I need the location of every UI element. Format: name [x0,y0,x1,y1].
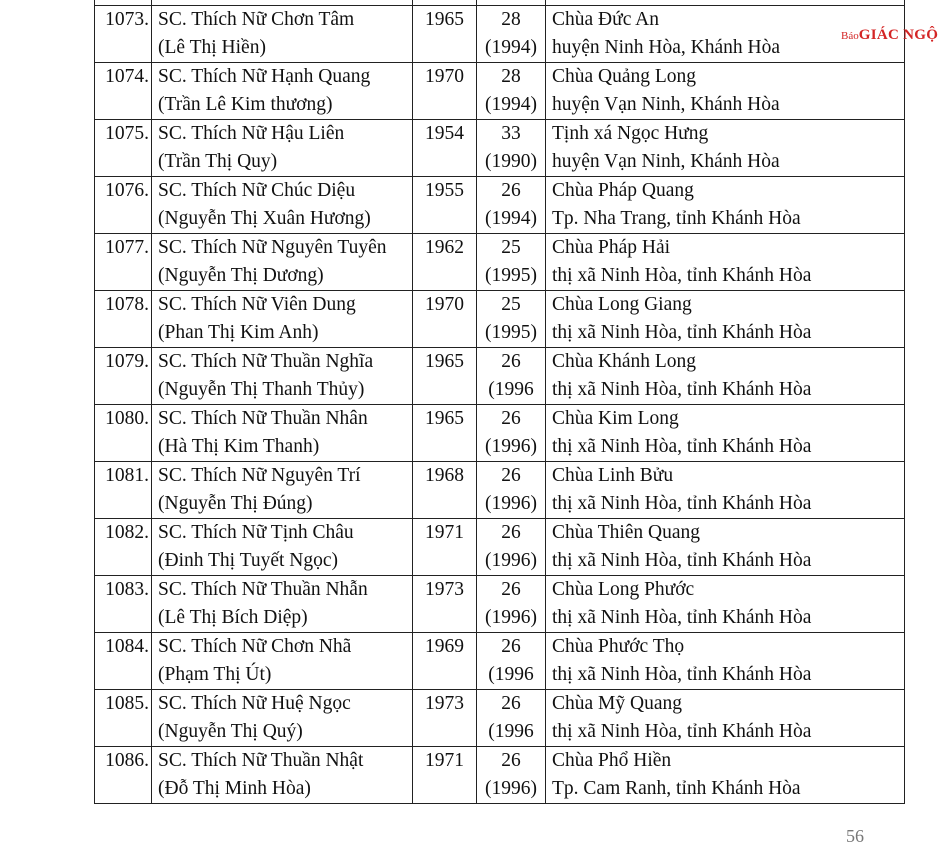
row-number: 1075. [105,123,149,144]
birth-year: 1954 [413,120,477,177]
table-row [95,6,905,63]
dharma-name: SC. Thích Nữ Hạnh Quang [158,66,371,87]
row-number-cell [95,177,152,234]
temple-location: huyện Ninh Hòa, Khánh Hòa [552,37,780,58]
temple-name: Chùa Quảng Long [552,66,697,87]
birth-year: 1973 [413,690,477,747]
table-row [95,63,905,120]
lay-name: (Trần Thị Quy) [158,151,278,172]
table-body [95,0,905,804]
row-number-cell [95,519,152,576]
address-cell [546,576,905,633]
ordination-age: 26 [501,522,521,543]
address-cell [546,120,905,177]
address-cell [546,462,905,519]
ordination-year: (1990) [485,151,537,172]
age-cell [477,120,546,177]
birth-year: 1955 [413,177,477,234]
temple-name: Chùa Phổ Hiền [552,750,672,771]
ordination-year: (1996 [488,721,534,742]
age-cell [477,405,546,462]
lay-name: (Nguyễn Thị Thanh Thủy) [158,379,365,400]
temple-name: Chùa Long Phước [552,579,695,600]
ordination-age: 26 [501,465,521,486]
lay-name: (Lê Thị Bích Diệp) [158,607,308,628]
temple-location: Tp. Nha Trang, tỉnh Khánh Hòa [552,208,801,229]
birth-year: 1965 [413,348,477,405]
lay-name: (Nguyễn Thị Dương) [158,265,324,286]
temple-location: thị xã Ninh Hòa, tỉnh Khánh Hòa [552,379,812,400]
temple-name: Chùa Pháp Quang [552,180,694,201]
temple-name: Chùa Đức An [552,9,659,30]
name-cell [152,63,413,120]
logo-name: GIÁC NGỘ [858,27,939,43]
row-number-cell [95,633,152,690]
ordination-age: 26 [501,579,521,600]
row-number-cell [95,405,152,462]
lay-name: (Đinh Thị Tuyết Ngọc) [158,550,339,571]
age-cell [477,690,546,747]
birth-year: 1969 [413,633,477,690]
birth-year: 1973 [413,576,477,633]
age-cell [477,519,546,576]
lay-name: (Đỗ Thị Minh Hòa) [158,778,311,799]
age-cell [477,633,546,690]
name-cell [152,177,413,234]
name-cell [152,405,413,462]
row-number-cell [95,6,152,63]
row-number-cell [95,63,152,120]
ordination-age: 28 [501,66,521,87]
ordination-year: (1996) [485,607,537,628]
logo-prefix: Báo [841,30,859,42]
lay-name: (Nguyễn Thị Đúng) [158,493,313,514]
birth-year: 1971 [413,519,477,576]
temple-name: Chùa Linh Bửu [552,465,674,486]
row-number: 1084. [105,636,149,657]
row-number: 1076. [105,180,149,201]
age-cell [477,747,546,804]
birth-year: 1970 [413,63,477,120]
temple-name: Chùa Pháp Hải [552,237,671,258]
dharma-name: SC. Thích Nữ Thuần Nhẫn [158,579,368,600]
table-row [95,633,905,690]
dharma-name: SC. Thích Nữ Huệ Ngọc [158,693,351,714]
age-cell [477,177,546,234]
ordination-age: 26 [501,636,521,657]
birth-year: 1962 [413,234,477,291]
temple-location: thị xã Ninh Hòa, tỉnh Khánh Hòa [552,322,812,343]
row-number: 1086. [105,750,149,771]
ordination-year: (1996) [485,493,537,514]
ordination-year: (1994) [485,37,537,58]
age-cell [477,6,546,63]
age-cell [477,234,546,291]
ordination-age: 26 [501,180,521,201]
dharma-name: SC. Thích Nữ Chơn Tâm [158,9,355,30]
name-cell [152,291,413,348]
lay-name: (Nguyễn Thị Quý) [158,721,303,742]
address-cell [546,405,905,462]
name-cell [152,747,413,804]
ordination-year: (1996) [485,550,537,571]
ordination-age: 28 [501,9,521,30]
row-number: 1083. [105,579,149,600]
temple-location: huyện Vạn Ninh, Khánh Hòa [552,151,780,172]
nun-registry-table [94,0,905,804]
temple-name: Chùa Long Giang [552,294,692,315]
row-number-cell [95,348,152,405]
name-cell [152,690,413,747]
table-row [95,120,905,177]
name-cell [152,576,413,633]
name-cell [152,348,413,405]
dharma-name: SC. Thích Nữ Viên Dung [158,294,356,315]
address-cell [546,690,905,747]
temple-location: thị xã Ninh Hòa, tỉnh Khánh Hòa [552,436,812,457]
dharma-name: SC. Thích Nữ Nguyên Tuyên [158,237,387,258]
row-number-cell [95,576,152,633]
birth-year: 1965 [413,6,477,63]
age-cell [477,291,546,348]
row-number-cell [95,120,152,177]
name-cell [152,633,413,690]
ordination-year: (1995) [485,265,537,286]
age-cell [477,348,546,405]
temple-name: Chùa Thiên Quang [552,522,701,543]
row-number-cell [95,690,152,747]
lay-name: (Phạm Thị Út) [158,664,272,685]
row-number: 1081. [105,465,149,486]
address-cell [546,291,905,348]
temple-name: Tịnh xá Ngọc Hưng [552,123,709,144]
row-number: 1078. [105,294,149,315]
temple-name: Chùa Kim Long [552,408,679,429]
row-number: 1085. [105,693,149,714]
dharma-name: SC. Thích Nữ Hậu Liên [158,123,345,144]
row-number-cell [95,462,152,519]
ordination-year: (1994) [485,94,537,115]
temple-name: Chùa Khánh Long [552,351,697,372]
ordination-age: 26 [501,408,521,429]
table-row [95,747,905,804]
dharma-name: SC. Thích Nữ Thuần Nhân [158,408,368,429]
table-row [95,177,905,234]
dharma-name: SC. Thích Nữ Tịnh Châu [158,522,354,543]
ordination-year: (1996) [485,778,537,799]
address-cell [546,63,905,120]
lay-name: (Lê Thị Hiền) [158,37,266,58]
address-cell [546,177,905,234]
address-cell [546,747,905,804]
address-cell [546,348,905,405]
table-row [95,405,905,462]
table-row [95,291,905,348]
ordination-year: (1994) [485,208,537,229]
row-number: 1082. [105,522,149,543]
age-cell [477,462,546,519]
table-row [95,519,905,576]
row-number: 1077. [105,237,149,258]
ordination-age: 26 [501,351,521,372]
row-number-cell [95,291,152,348]
address-cell [546,234,905,291]
address-cell [546,519,905,576]
temple-location: thị xã Ninh Hòa, tỉnh Khánh Hòa [552,721,812,742]
temple-name: Chùa Phước Thọ [552,636,685,657]
ordination-year: (1996) [485,436,537,457]
birth-year: 1970 [413,291,477,348]
ordination-age: 26 [501,693,521,714]
ordination-age: 25 [501,237,521,258]
age-cell [477,63,546,120]
address-cell [546,633,905,690]
lay-name: (Phan Thị Kim Anh) [158,322,319,343]
table-row [95,462,905,519]
temple-location: thị xã Ninh Hòa, tỉnh Khánh Hòa [552,550,812,571]
temple-location: huyện Vạn Ninh, Khánh Hòa [552,94,780,115]
dharma-name: SC. Thích Nữ Thuần Nghĩa [158,351,374,372]
name-cell [152,120,413,177]
ordination-year: (1995) [485,322,537,343]
ordination-age: 33 [501,123,521,144]
birth-year: 1968 [413,462,477,519]
table-row [95,348,905,405]
row-number: 1074. [105,66,149,87]
table-row [95,576,905,633]
temple-location: Tp. Cam Ranh, tỉnh Khánh Hòa [552,778,801,799]
row-number-cell [95,747,152,804]
lay-name: (Trần Lê Kim thương) [158,94,333,115]
name-cell [152,519,413,576]
temple-location: thị xã Ninh Hòa, tỉnh Khánh Hòa [552,607,812,628]
page-number: 56 [846,826,864,846]
birth-year: 1965 [413,405,477,462]
dharma-name: SC. Thích Nữ Chơn Nhã [158,636,352,657]
name-cell [152,462,413,519]
giac-ngo-logo [841,26,938,44]
temple-name: Chùa Mỹ Quang [552,693,682,714]
row-number: 1080. [105,408,149,429]
dharma-name: SC. Thích Nữ Thuần Nhật [158,750,364,771]
birth-year: 1971 [413,747,477,804]
ordination-year: (1996 [488,664,534,685]
temple-location: thị xã Ninh Hòa, tỉnh Khánh Hòa [552,493,812,514]
temple-location: thị xã Ninh Hòa, tỉnh Khánh Hòa [552,664,812,685]
name-cell [152,6,413,63]
dharma-name: SC. Thích Nữ Chúc Diệu [158,180,356,201]
ordination-age: 25 [501,294,521,315]
age-cell [477,576,546,633]
table-row [95,234,905,291]
lay-name: (Nguyễn Thị Xuân Hương) [158,208,371,229]
lay-name: (Hà Thị Kim Thanh) [158,436,320,457]
dharma-name: SC. Thích Nữ Nguyên Trí [158,465,361,486]
ordination-age: 26 [501,750,521,771]
table-row [95,690,905,747]
row-number: 1079. [105,351,149,372]
ordination-year: (1996 [488,379,534,400]
row-number: 1073. [105,9,149,30]
temple-location: thị xã Ninh Hòa, tỉnh Khánh Hòa [552,265,812,286]
name-cell [152,234,413,291]
row-number-cell [95,234,152,291]
